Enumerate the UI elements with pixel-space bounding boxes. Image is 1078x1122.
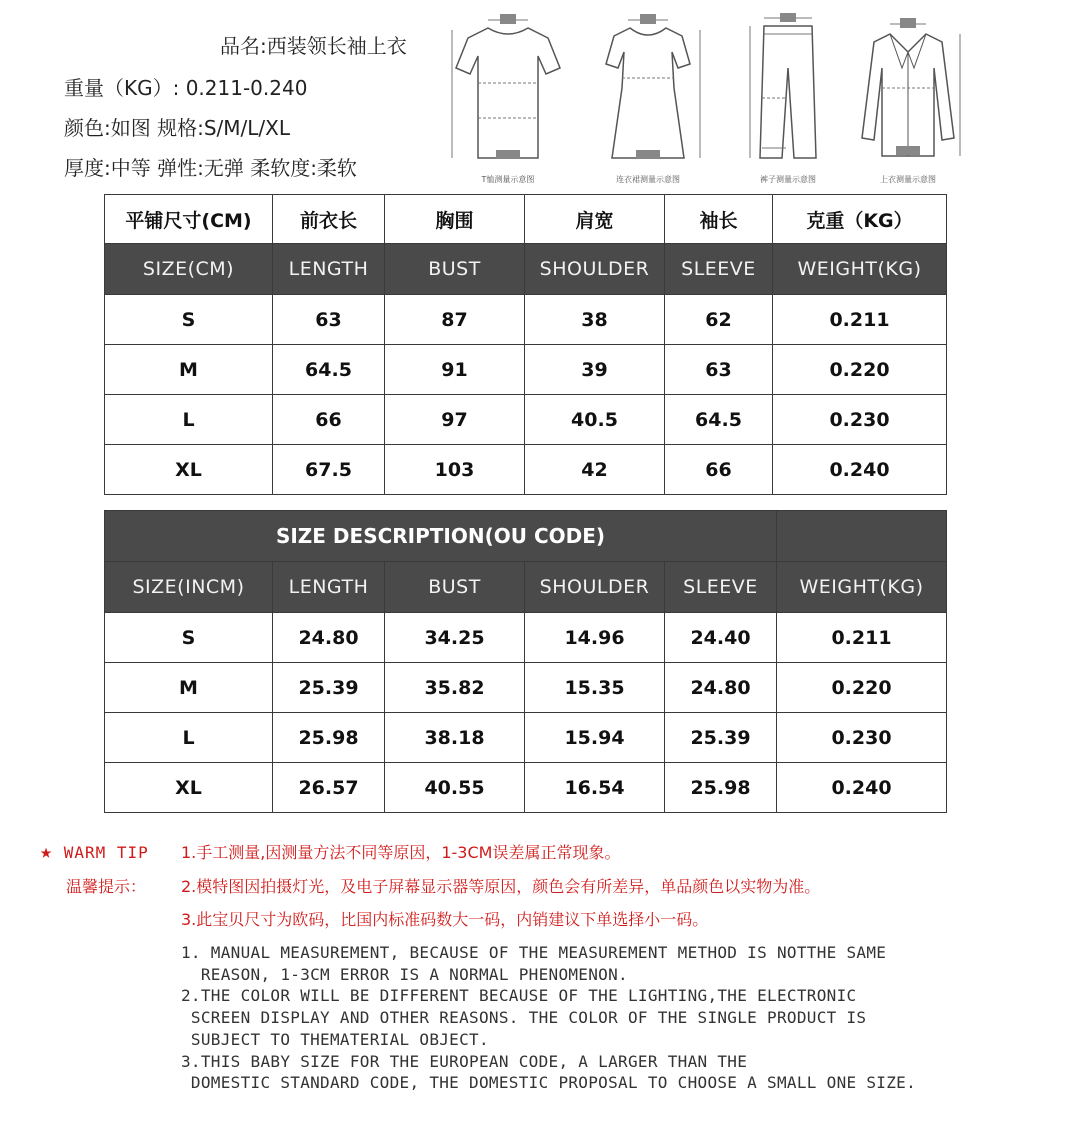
weight-cell: 0.240	[777, 763, 947, 813]
header-cell: WEIGHT(KG)	[773, 244, 947, 295]
length-cell: 64.5	[273, 345, 385, 395]
shoulder-cell: 15.94	[525, 713, 665, 763]
cn-tip-line-3: 3.此宝贝尺寸为欧码，比国内标准码数大一码，内销建议下单选择小一码。	[181, 910, 709, 929]
sleeve-cell: 24.80	[665, 663, 777, 713]
shoulder-cell: 40.5	[525, 395, 665, 445]
size-cell: M	[105, 663, 273, 713]
banner-empty-cell	[777, 511, 947, 562]
header-cell: LENGTH	[273, 244, 385, 295]
table-row	[105, 345, 947, 395]
length-cell: 63	[273, 295, 385, 345]
size-description-banner	[105, 511, 947, 562]
cn-tip-line-2: 2.模特图因拍摄灯光，及电子屏幕显示器等原因，颜色会有所差异，单品颜色以实物为准。	[181, 877, 821, 896]
table-row	[105, 663, 947, 713]
cm-cn-header-row	[105, 195, 947, 244]
jacket-icon	[848, 8, 968, 168]
length-cell: 66	[273, 395, 385, 445]
english-notes: 1. MANUAL MEASUREMENT, BECAUSE OF THE MEASUREMENT METHOD IS NOTTHE SAME REASON, 1-3CM ERROR IS A NORMAL PHENOMENON. 2.THE COLOR WILL BE DIFFERENT BECAUSE OF THE LIGHTING,THE ELECTRONIC SCREEN DISPLAY AND OTHER REASONS. THE COLOR OF THE SINGLE PRODUCT IS SUBJECT TO THEMATERIAL OBJECT. 3.THIS BABY SIZE FOR THE EUROPEAN CODE, A LARGER THAN THE DOMESTIC STANDARD CODE, THE DOMESTIC PROPOSAL TO CHOOSE A SMALL ONE SIZE.	[181, 943, 917, 1093]
cm-en-header-row	[105, 244, 947, 295]
weight-cell: 0.211	[773, 295, 947, 345]
inch-en-header-row	[105, 562, 947, 613]
product-name: 品名:西装领长袖上衣	[220, 34, 407, 58]
tshirt-diagram	[448, 8, 568, 188]
size-cell: S	[105, 613, 273, 663]
sleeve-cell: 66	[665, 445, 773, 495]
sleeve-cell: 62	[665, 295, 773, 345]
star-icon: ★	[40, 839, 54, 863]
sleeve-cell: 25.98	[665, 763, 777, 813]
length-cell: 24.80	[273, 613, 385, 663]
table-row	[105, 763, 947, 813]
dress-icon	[588, 8, 708, 168]
header-cell: WEIGHT(KG)	[777, 562, 947, 613]
table-row	[105, 713, 947, 763]
size-cell: XL	[105, 445, 273, 495]
sleeve-cell: 63	[665, 345, 773, 395]
header-cell: SHOULDER	[525, 562, 665, 613]
inch-size-table	[104, 510, 947, 813]
header-cell: BUST	[385, 562, 525, 613]
dress-caption: 连衣裙测量示意图	[616, 175, 680, 184]
length-cell: 26.57	[273, 763, 385, 813]
weight-cell: 0.220	[773, 345, 947, 395]
bust-cell: 35.82	[385, 663, 525, 713]
size-cell: L	[105, 395, 273, 445]
table-row	[105, 613, 947, 663]
table-row	[105, 395, 947, 445]
pants-diagram	[728, 8, 848, 188]
measurement-diagrams	[448, 8, 968, 188]
color-spec-info: 颜色:如图 规格:S/M/L/XL	[64, 116, 290, 140]
weight-cell: 0.211	[777, 613, 947, 663]
header-cell: SLEEVE	[665, 244, 773, 295]
header-cell: 肩宽	[525, 195, 665, 244]
header-cell: 袖长	[665, 195, 773, 244]
length-cell: 67.5	[273, 445, 385, 495]
pants-icon	[728, 8, 848, 168]
weight-cell: 0.220	[777, 663, 947, 713]
shoulder-cell: 14.96	[525, 613, 665, 663]
warm-tip-label	[40, 839, 149, 863]
jacket-diagram	[848, 8, 968, 188]
sleeve-cell: 64.5	[665, 395, 773, 445]
size-cell: M	[105, 345, 273, 395]
bust-cell: 91	[385, 345, 525, 395]
table-row	[105, 295, 947, 345]
header-cell: SIZE(INCM)	[105, 562, 273, 613]
size-cell: L	[105, 713, 273, 763]
header-cell: 平铺尺寸(CM)	[105, 195, 273, 244]
shoulder-cell: 39	[525, 345, 665, 395]
shoulder-cell: 42	[525, 445, 665, 495]
header-cell: 胸围	[385, 195, 525, 244]
header-cell: SIZE(CM)	[105, 244, 273, 295]
tshirt-caption: T恤测量示意图	[481, 175, 535, 184]
jacket-caption: 上衣测量示意图	[880, 175, 936, 184]
weight-info: 重量（KG）: 0.211-0.240	[64, 76, 308, 100]
header-cell: 前衣长	[273, 195, 385, 244]
attributes-info: 厚度:中等 弹性:无弹 柔软度:柔软	[64, 156, 357, 180]
header-cell: SHOULDER	[525, 244, 665, 295]
weight-cell: 0.240	[773, 445, 947, 495]
header-cell: BUST	[385, 244, 525, 295]
weight-cell: 0.230	[777, 713, 947, 763]
shoulder-cell: 16.54	[525, 763, 665, 813]
size-cell: XL	[105, 763, 273, 813]
bust-cell: 87	[385, 295, 525, 345]
bust-cell: 97	[385, 395, 525, 445]
bust-cell: 103	[385, 445, 525, 495]
table-row	[105, 445, 947, 495]
cn-tip-line-1: 1.手工测量,因测量方法不同等原因，1-3CM误差属正常现象。	[181, 843, 621, 862]
header-cell: 克重（KG）	[773, 195, 947, 244]
bust-cell: 34.25	[385, 613, 525, 663]
size-description-title: SIZE DESCRIPTION(OU CODE)	[105, 511, 777, 562]
length-cell: 25.39	[273, 663, 385, 713]
shoulder-cell: 15.35	[525, 663, 665, 713]
sleeve-cell: 24.40	[665, 613, 777, 663]
weight-cell: 0.230	[773, 395, 947, 445]
dress-diagram	[588, 8, 708, 188]
header-cell: SLEEVE	[665, 562, 777, 613]
cm-size-table	[104, 194, 947, 495]
pants-caption: 裤子测量示意图	[760, 175, 816, 184]
warm-tip-text: WARM TIP	[63, 843, 149, 862]
cn-tip-label: 温馨提示：	[66, 877, 147, 896]
tshirt-icon	[448, 8, 568, 168]
sleeve-cell: 25.39	[665, 713, 777, 763]
bust-cell: 40.55	[385, 763, 525, 813]
size-cell: S	[105, 295, 273, 345]
header-cell: LENGTH	[273, 562, 385, 613]
length-cell: 25.98	[273, 713, 385, 763]
bust-cell: 38.18	[385, 713, 525, 763]
shoulder-cell: 38	[525, 295, 665, 345]
